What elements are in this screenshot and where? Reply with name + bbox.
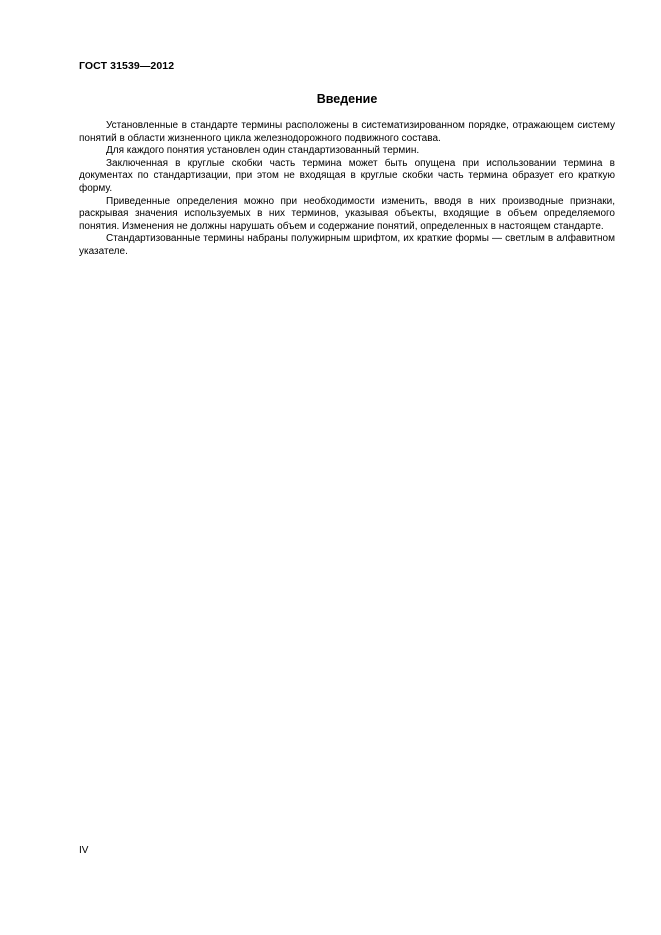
paragraph: Стандартизованные термины набраны полужирным шрифтом, их краткие формы — светлым в алфавитном указателе. bbox=[79, 233, 615, 257]
page-number: IV bbox=[79, 845, 89, 856]
paragraph: Заключенная в круглые скобки часть термина может быть опущена при использовании термина в документах по стандартизации, при этом не входящая в круглые скобки часть термина образует его краткую форму. bbox=[79, 157, 615, 194]
paragraph: Установленные в стандарте термины расположены в систематизированном порядке, отражающем систему понятий в области жизненного цикла железнодорожного подвижного состава. bbox=[79, 120, 615, 144]
paragraph: Приведенные определения можно при необходимости изменить, вводя в них производные признаки, раскрывая значения используемых в них терминов, указывая объекты, входящие в объем определяемого понятия. Изменения не должны нарушать объем и содержание понятий, определенных в настоящем стандарте. bbox=[79, 195, 615, 232]
document-header-code: ГОСТ 31539—2012 bbox=[79, 60, 175, 72]
paragraph: Для каждого понятия установлен один стандартизованный термин. bbox=[106, 145, 420, 157]
body-text bbox=[79, 120, 615, 259]
section-title: Введение bbox=[316, 92, 378, 106]
